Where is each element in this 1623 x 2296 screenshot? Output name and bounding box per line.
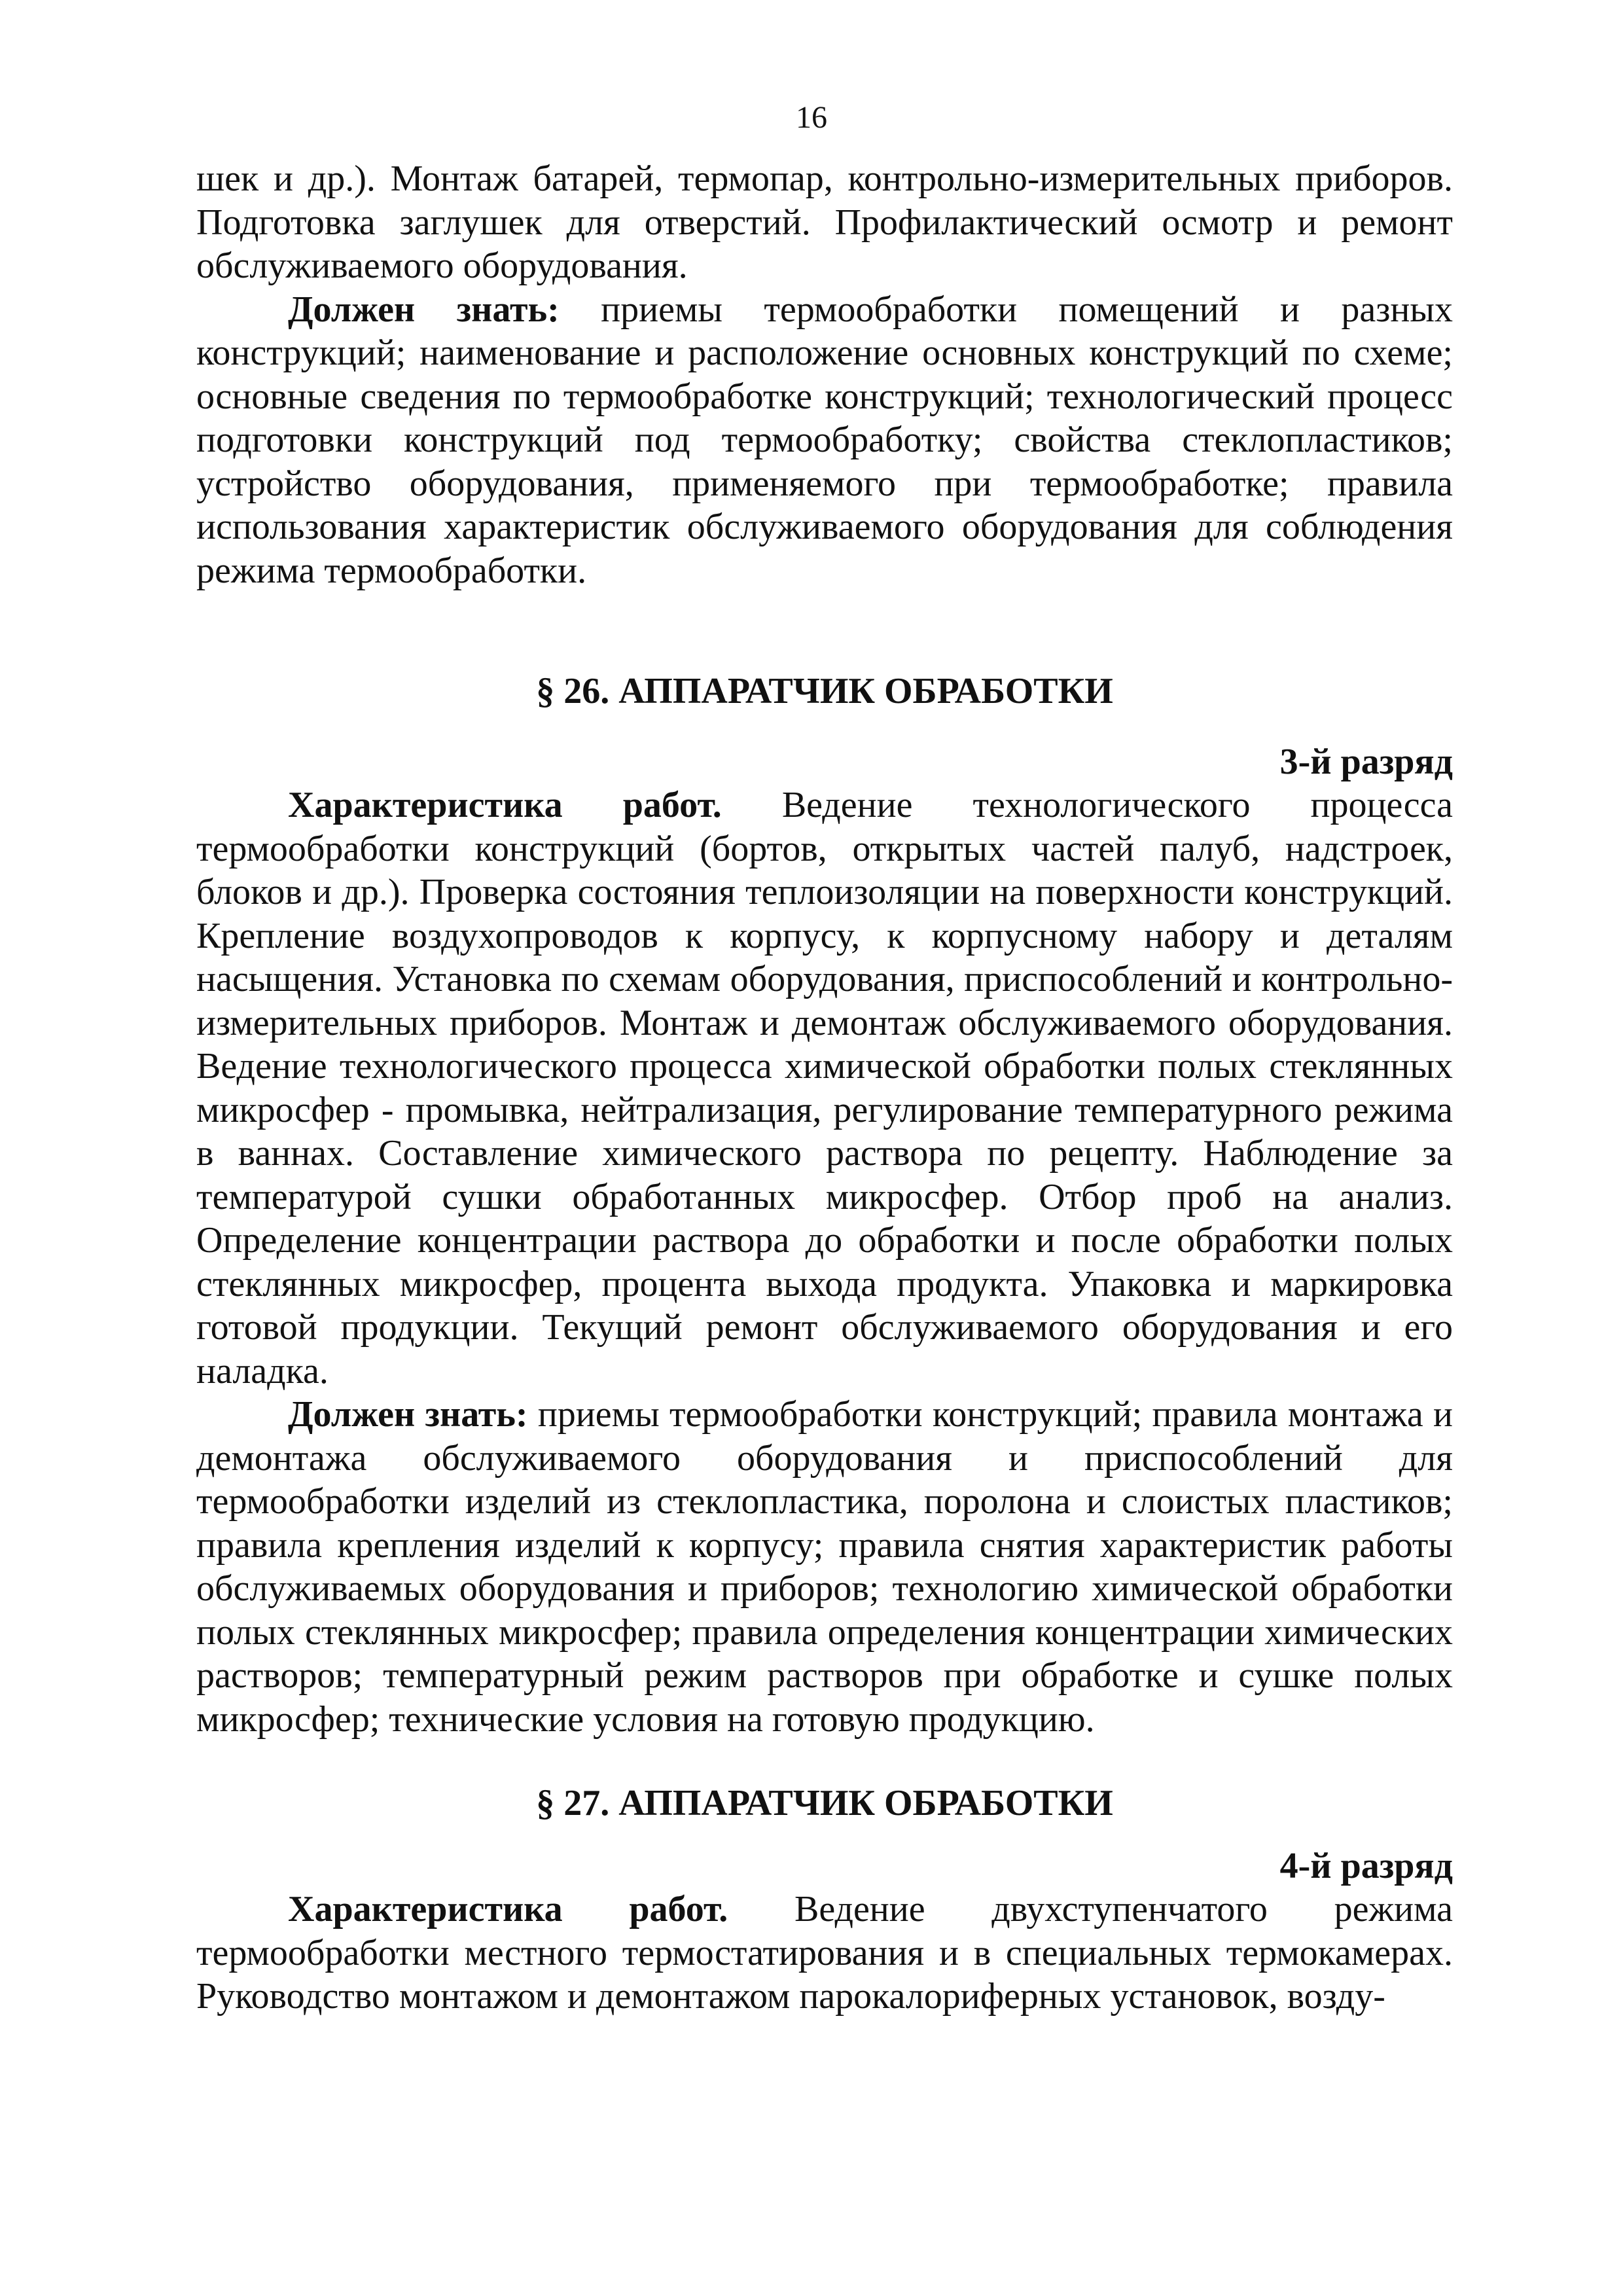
work-text: Ведение двухступенчатого режима термообработки местного термостатирования и в специальных термокамерах. Руководство монтажом и демонтажом парокалориферных установок, возду- bbox=[196, 1889, 1454, 2017]
section-27-work-paragraph bbox=[196, 1888, 1453, 2018]
spacer bbox=[196, 1741, 1453, 1782]
intro-knowledge-paragraph bbox=[196, 288, 1453, 593]
section-26-title: § 26. АППАРАТЧИК ОБРАБОТКИ bbox=[536, 671, 1113, 711]
section-26-work-paragraph bbox=[196, 783, 1453, 1393]
knowledge-label: Должен знать: bbox=[288, 289, 560, 330]
intro-continuation-paragraph: шек и др.). Монтаж батарей, термопар, контрольно-измерительных приборов. Подготовка заглушек для отверстий. Профилактический осмотр и ремонт обслуживаемого оборудования. bbox=[196, 158, 1453, 286]
section-26-knowledge-paragraph bbox=[196, 1393, 1453, 1741]
work-label: Характеристика работ. bbox=[288, 1889, 728, 1929]
page-content bbox=[196, 157, 1453, 2018]
section-27-grade: 4-й разряд bbox=[1279, 1846, 1453, 1886]
knowledge-text: приемы термообработки конструкций; правила монтажа и демонтажа обслуживаемого оборудования и приспособлений для термообработки изделий из стеклопластика, поролона и слоистых пластиков; правила крепления изделий к корпусу; правила снятия характеристик работы обслуживаемых оборудования и приборов; технологию химической обработки полых стеклянных микросфер; правила определения концентрации химических растворов; температурный режим растворов при обработке и сушке полых микросфер; технические условия на готовую продукцию. bbox=[196, 1394, 1453, 1740]
knowledge-label: Должен знать: bbox=[288, 1394, 528, 1435]
page-number: 16 bbox=[796, 100, 827, 135]
spacer bbox=[196, 1825, 1453, 1844]
work-text: Ведение технологического процесса термообработки конструкций (бортов, открытых частей палуб, надстроек, блоков и др.). Проверка состояния теплоизоляции на поверхности конструкций. Крепление воздухопроводов к корпусу, к корпусному набору и деталям насыщения. Установка по схемам оборудования, приспособлений и контрольно-измерительных приборов. Монтаж и демонтаж обслуживаемого оборудования. Ведение технологического процесса химической обработки полых стеклянных микросфер - промывка, нейтрализация, регулирование температурного режима в ваннах. Составление химического раствора по рецепту. Наблюдение за температурой сушки обработанных микросфер. Отбор проб на анализ. Определение концентрации раствора до обработки и после обработки полых стеклянных микросфер, процента выхода продукта. Упаковка и маркировка готовой продукции. Текущий ремонт обслуживаемого оборудования и его наладка. bbox=[196, 785, 1453, 1391]
section-26-grade: 3-й разряд bbox=[1279, 742, 1453, 782]
spacer bbox=[196, 592, 1453, 670]
work-label: Характеристика работ. bbox=[288, 785, 722, 825]
knowledge-text: приемы термообработки помещений и разных конструкций; наименование и расположение основных конструкций по схеме; основные сведения по термообработке конструкций; технологический процесс подготовки конструкций под термообработку; свойства стеклопластиков; устройство оборудования, применяемого при термообработке; правила использования характеристик обслуживаемого оборудования для соблюдения режима термообработки. bbox=[196, 289, 1453, 591]
spacer bbox=[196, 713, 1453, 740]
section-27-title: § 27. АППАРАТЧИК ОБРАБОТКИ bbox=[536, 1783, 1113, 1823]
